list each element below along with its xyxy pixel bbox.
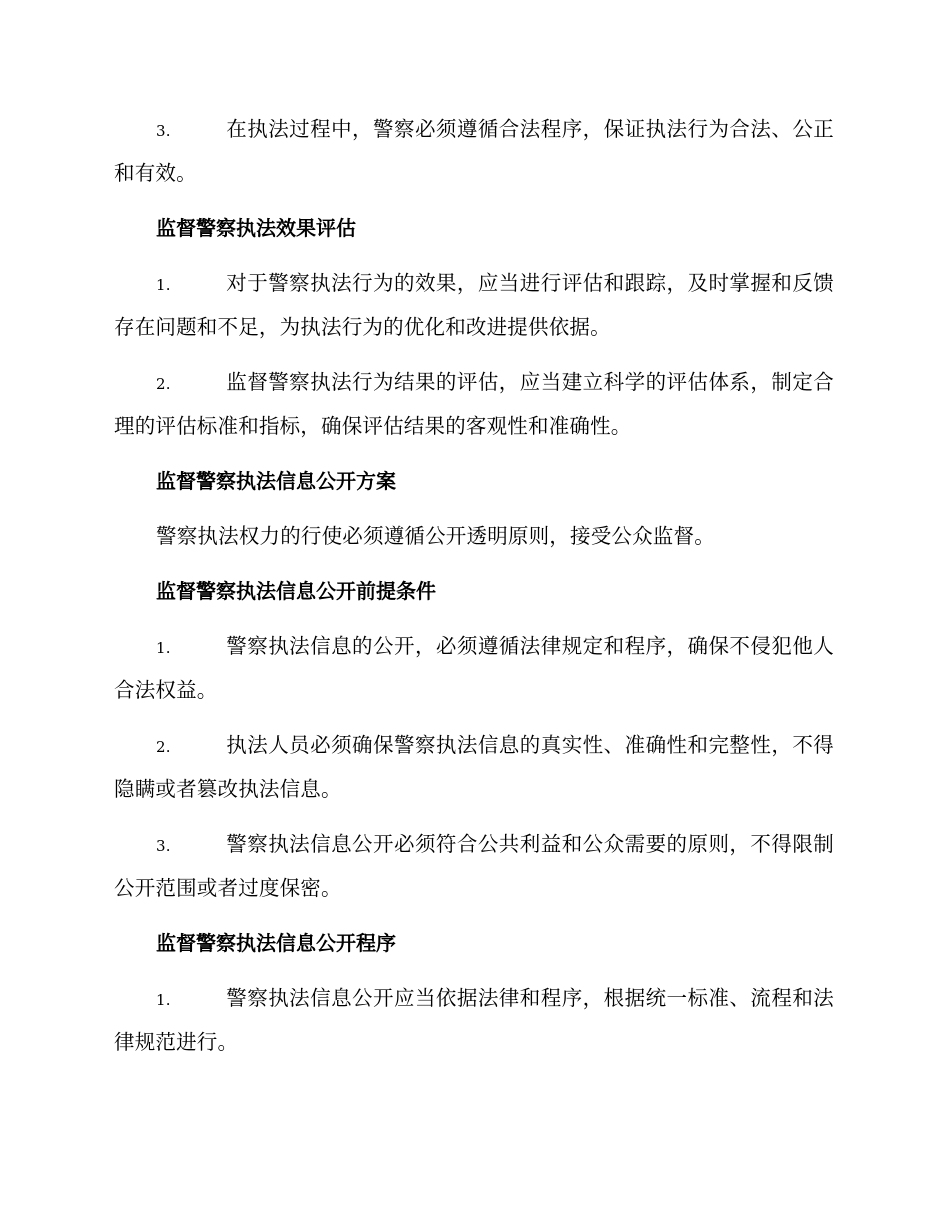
paragraph: 警察执法权力的行使必须遵循公开透明原则，接受公众监督。 — [156, 524, 715, 548]
section-heading: 监督警察执法信息公开前提条件 — [156, 579, 436, 603]
list-item-number: 1. — [156, 991, 171, 1009]
list-item — [114, 977, 834, 1063]
list-item-text: 监督警察执法行为结果的评估，应当建立科学的评估体系，制定合理的评估标准和指标，确保评估结果的客观性和准确性。 — [114, 370, 834, 438]
list-item-number: 1. — [156, 276, 171, 294]
list-item-number: 3. — [156, 837, 171, 855]
list-item-number: 2. — [156, 738, 171, 756]
list-item-number: 1. — [156, 639, 171, 657]
list-item-number: 2. — [156, 375, 171, 393]
section-heading: 监督警察执法效果评估 — [156, 216, 356, 240]
list-item-number: 3. — [156, 122, 171, 140]
list-item — [114, 823, 834, 909]
list-item — [114, 625, 834, 711]
document-body — [114, 108, 834, 1076]
list-item-text: 警察执法信息公开应当依据法律和程序，根据统一标准、流程和法律规范进行。 — [114, 986, 834, 1054]
list-item-text: 执法人员必须确保警察执法信息的真实性、准确性和完整性，不得隐瞒或者篡改执法信息。 — [114, 733, 834, 801]
list-item-text: 警察执法信息的公开，必须遵循法律规定和程序，确保不侵犯他人合法权益。 — [114, 634, 834, 702]
section-heading: 监督警察执法信息公开方案 — [156, 469, 396, 493]
list-item — [114, 724, 834, 810]
list-item — [114, 262, 834, 348]
list-item — [114, 108, 834, 194]
section-heading: 监督警察执法信息公开程序 — [156, 931, 396, 955]
list-item-text: 对于警察执法行为的效果，应当进行评估和跟踪，及时掌握和反馈存在问题和不足，为执法行为的优化和改进提供依据。 — [114, 271, 834, 339]
list-item-text: 在执法过程中，警察必须遵循合法程序，保证执法行为合法、公正和有效。 — [114, 117, 834, 185]
list-item — [114, 361, 834, 447]
list-item-text: 警察执法信息公开必须符合公共利益和公众需要的原则，不得限制公开范围或者过度保密。 — [114, 832, 834, 900]
